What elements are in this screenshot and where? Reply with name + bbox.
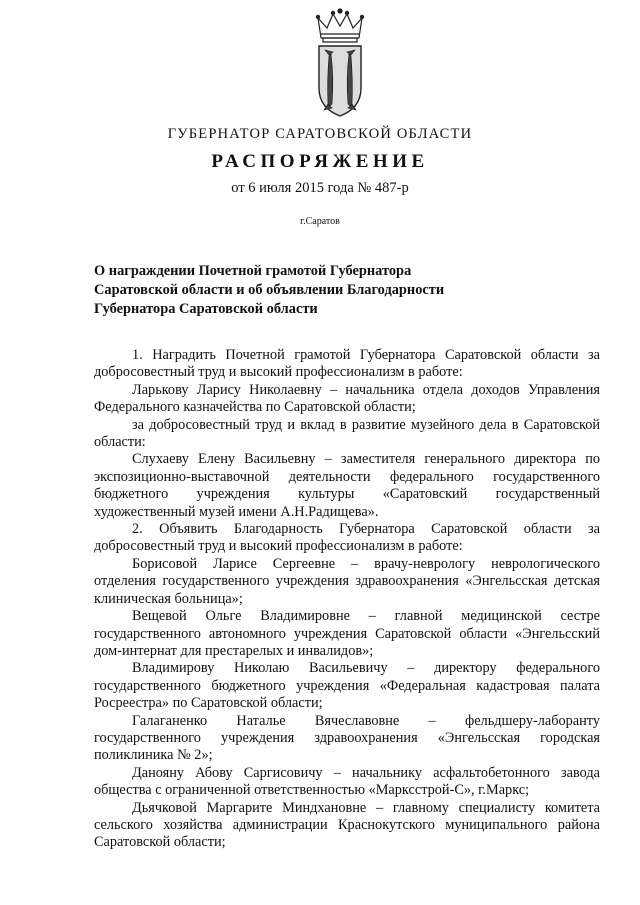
- gratitude-recipient: Галаганенко Наталье Вячеславовне – фельдшеру-лаборанту государственного учреждения здравоохранения «Энгельсская городская поликлиника № 2»;: [94, 712, 600, 764]
- document-body: [94, 347, 600, 852]
- document-date-number: от 6 июля 2015 года № 487-р: [231, 180, 409, 196]
- gratitude-recipient: Вещевой Ольге Владимировне – главной медицинской сестре государственного автономного учреждения Саратовской области «Энгельсский дом-интернат для престарелых и инвалидов»;: [94, 608, 600, 659]
- issuing-authority: ГУБЕРНАТОР САРАТОВСКОЙ ОБЛАСТИ: [167, 126, 473, 142]
- coat-of-arms-icon: [307, 8, 373, 120]
- subject-line: Саратовской области и об объявлении Благодарности: [94, 282, 445, 298]
- document-type: РАСПОРЯЖЕНИЕ: [211, 151, 429, 172]
- paragraph-item-2: 2. Объявить Благодарность Губернатора Саратовской области за добросовестный труд и высокий профессионализм в работе:: [94, 521, 600, 555]
- document-place: г.Саратов: [300, 216, 340, 227]
- subject-line: О награждении Почетной грамотой Губернатора: [94, 263, 412, 279]
- paragraph-item-1: 1. Наградить Почетной грамотой Губернатора Саратовской области за добросовестный труд и высокий профессионализм в работе:: [94, 347, 600, 381]
- document-subject: [94, 262, 474, 319]
- subject-line: Губернатора Саратовской области: [94, 301, 318, 317]
- award-recipient: Ларькову Ларису Николаевну – начальника отдела доходов Управления Федерального казначейства по Саратовской области;: [94, 381, 600, 416]
- paragraph-subheading: за добросовестный труд и вклад в развитие музейного дела в Саратовской области:: [94, 416, 600, 451]
- award-recipient: Слухаеву Елену Васильевну – заместителя генерального директора по экспозиционно-выставочной деятельности федерального государственного бюджетного учреждения культуры «Саратовский государственный художественный музей имени А.Н.Радищева».: [94, 451, 600, 520]
- gratitude-recipient: Владимирову Николаю Васильевичу – директору федерального государственного бюджетного учреждения «Федеральная кадастровая палата Росреестра» по Саратовской области;: [94, 660, 600, 712]
- gratitude-recipient: Борисовой Ларисе Сергеевне – врачу-неврологу неврологического отделения государственного учреждения здравоохранения «Энгельсская детская клиническая больница»;: [94, 555, 600, 607]
- gratitude-recipient: Данояну Абову Саргисовичу – начальнику асфальтобетонного завода общества с ограниченной ответственностью «Марксстрой-С», г.Маркс;: [94, 764, 600, 799]
- gratitude-recipient: Дьячковой Маргарите Миндхановне – главному специалисту комитета сельского хозяйства администрации Краснокутского муниципального района Саратовской области;: [94, 799, 600, 851]
